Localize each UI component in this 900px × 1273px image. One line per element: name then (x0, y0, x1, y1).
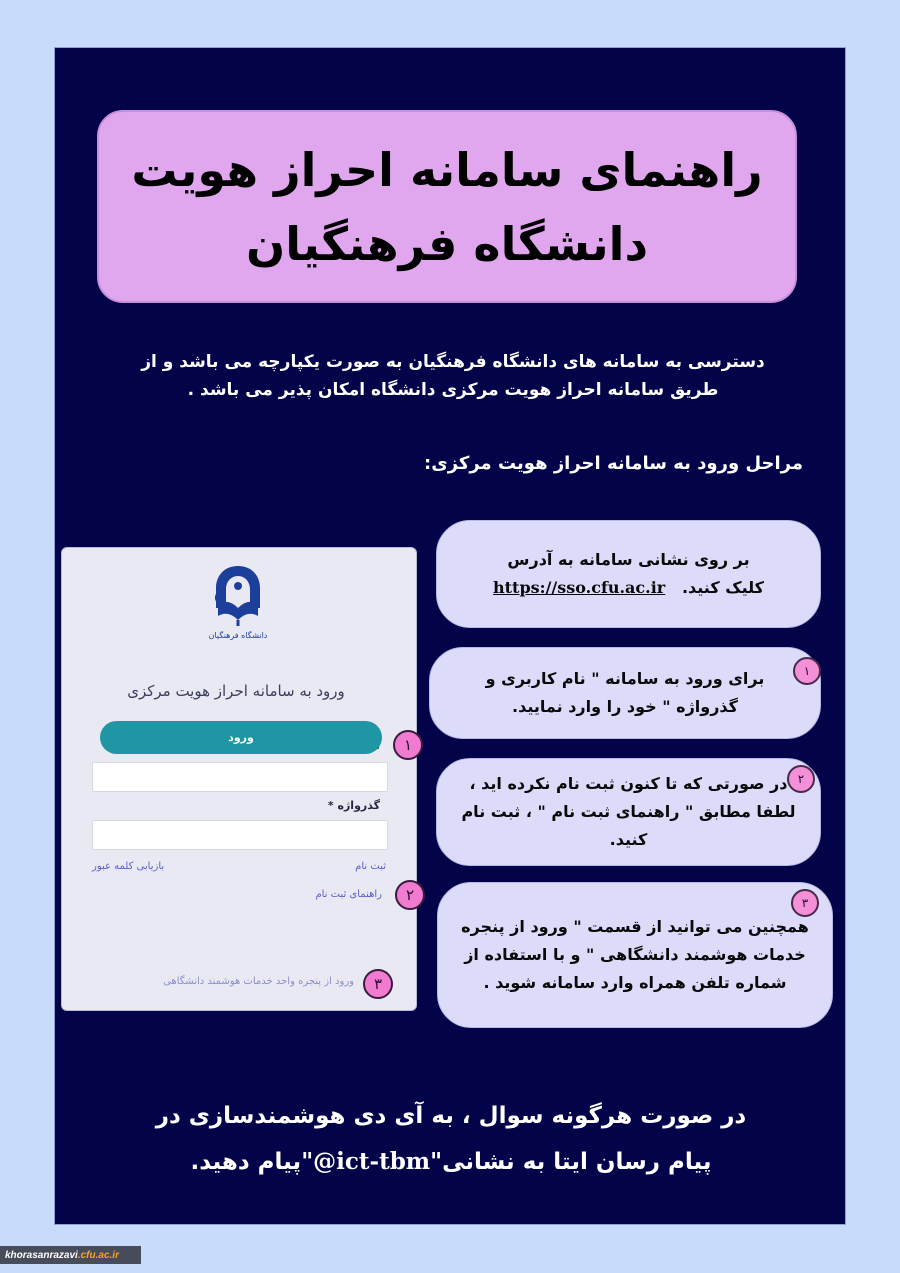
bubble-1-text: برای ورود به سامانه " نام کاربری و گذرواژه " خود را وارد نمایید. (485, 669, 765, 716)
footer-line-2-prefix: پیام رسان ایتا به نشانی (442, 1149, 712, 1175)
eitaa-handle: "@ict-tbm" (301, 1148, 443, 1175)
intro-line-2: طریق سامانه احراز هویت مرکزی دانشگاه امکان پذیر می باشد . (187, 380, 719, 400)
university-logo-icon (208, 562, 268, 642)
forgot-password-link[interactable]: بازیابی کلمه عبور (92, 861, 165, 872)
sso-url-link[interactable]: https://sso.cfu.ac.ir (493, 578, 666, 597)
instruction-bubble-2 (436, 758, 821, 866)
bubble-2-text: در صورتی که تا کنون ثبت نام نکرده اید ، لطفا مطابق " راهنمای ثبت نام " ، ثبت نام کنید. (461, 774, 796, 849)
login-screenshot (61, 547, 417, 1011)
watermark-host: khorasanrazavi (5, 1249, 78, 1261)
instruction-bubble-3 (437, 882, 833, 1028)
intro-line-1: دسترسی به سامانه های دانشگاه فرهنگیان به صورت یکپارچه می باشد و از (141, 352, 765, 372)
intro-paragraph (135, 348, 771, 404)
instruction-bubble-url (436, 520, 821, 628)
instruction-bubble-1 (429, 647, 821, 739)
bubble-url-line-1: بر روی نشانی سامانه به آدرس (507, 550, 750, 569)
step-badge-2: ٢ (395, 880, 425, 910)
bubble-badge-3: ٣ (791, 889, 819, 917)
username-input[interactable] (92, 762, 388, 792)
watermark-domain: .cfu.ac.ir (77, 1249, 119, 1261)
footer-line-2 (95, 1139, 807, 1185)
login-button[interactable]: ورود (100, 721, 382, 754)
bubble-url-suffix: کلیک کنید. (681, 578, 764, 597)
register-guide-link[interactable]: راهنمای ثبت نام (315, 889, 382, 900)
poster-panel (54, 47, 846, 1225)
password-input[interactable] (92, 820, 388, 850)
site-watermark (0, 1246, 141, 1264)
smart-services-login-link[interactable]: ورود از پنجره واحد خدمات هوشمند دانشگاهی (163, 976, 354, 987)
bubble-badge-1: ١ (793, 657, 821, 685)
steps-heading: مراحل ورود به سامانه احراز هویت مرکزی: (424, 453, 803, 474)
step-badge-3: ٣ (363, 969, 393, 999)
title-banner (97, 110, 797, 303)
footer-contact-note (95, 1093, 807, 1185)
footer-line-2-suffix: پیام دهید. (190, 1149, 302, 1175)
footer-line-1: در صورت هرگونه سوال ، به آی دی هوشمندسازی در (155, 1103, 747, 1129)
title-line-2: دانشگاه فرهنگیان (245, 216, 649, 271)
login-form-title: ورود به سامانه احراز هویت مرکزی (127, 682, 345, 700)
bubble-3-text: همچنین می توانید از قسمت " ورود از پنجره خدمات هوشمند دانشگاهی " و با استفاده از شماره تلفن همراه وارد سامانه شوید . (461, 917, 809, 992)
bubble-url-line-2 (493, 574, 764, 602)
password-label: گذرواژه * (327, 799, 380, 812)
step-badge-1: ١ (393, 730, 423, 760)
register-link[interactable]: ثبت نام (355, 861, 386, 872)
bubble-badge-2: ٢ (787, 765, 815, 793)
svg-text:دانشگاه فرهنگیان: دانشگاه فرهنگیان (208, 631, 268, 640)
title-line-1: راهنمای سامانه احراز هویت (131, 142, 763, 197)
